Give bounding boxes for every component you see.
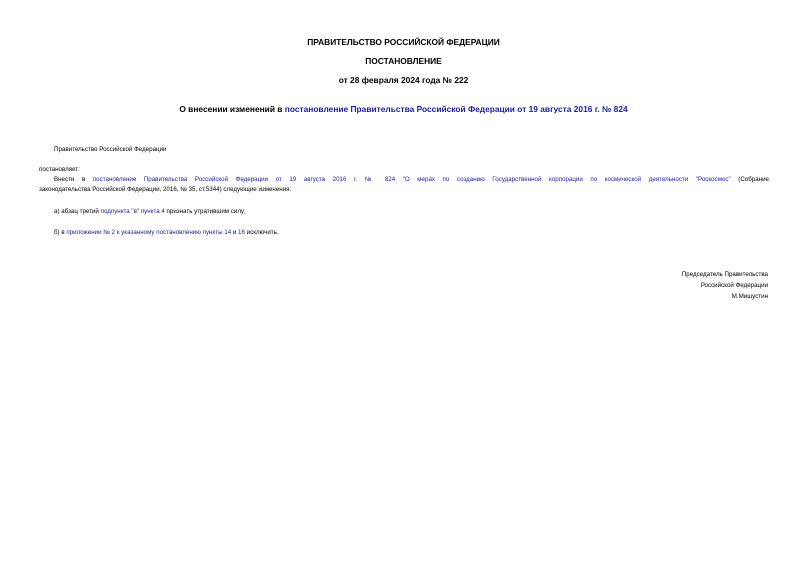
item-a-suffix: признать утратившим силу;: [164, 208, 246, 215]
item-a-prefix: а) абзац третий: [54, 208, 101, 215]
amendment-paragraph: [39, 175, 769, 194]
amended-resolution-link[interactable]: постановление Правительства Российской Федерации от 19 августа 2016 г. № 824 "О мерах по созданию Государственной корпорации по космической деятельности "Роскосмос": [92, 176, 731, 183]
amendment-preposition: в: [81, 176, 86, 183]
subject-prefix: О внесении изменений в: [179, 104, 285, 114]
item-a-subclause-link[interactable]: подпункта "в" пункта 4: [100, 208, 165, 215]
item-b-clause-14-link[interactable]: пункты 14: [202, 229, 232, 236]
item-b-suffix: исключить.: [244, 229, 279, 236]
signature-title: Председатель Правительства: [681, 271, 768, 278]
subject-amended-act-link[interactable]: постановление Правительства Российской Федерации от 19 августа 2016 г. № 824: [284, 104, 628, 114]
item-b: [54, 228, 279, 238]
item-b-clause-16-link[interactable]: 16: [238, 229, 245, 236]
signature-block: [682, 269, 768, 302]
item-b-prefix: б) в: [54, 229, 67, 236]
amendment-paragraph-line2: законодательства Российской Федерации, 2016, № 35, ст.5344) следующие изменения:: [39, 185, 292, 193]
item-a: [54, 207, 246, 217]
document-subject: [0, 104, 807, 114]
item-b-mid2: и: [231, 229, 239, 236]
amendment-verb: Внести: [54, 176, 75, 183]
signature-name: М.Мишустин: [731, 293, 768, 300]
issuer-text: Правительство Российской Федерации: [54, 146, 167, 153]
document-type-heading: ПОСТАНОВЛЕНИЕ: [365, 56, 442, 66]
resolves-text: постановляет:: [39, 166, 80, 173]
signature-organization: Российской Федерации: [700, 282, 768, 289]
amendment-paragraph-line1: [39, 175, 769, 185]
document-date-number: от 28 февраля 2024 года № 222: [338, 75, 469, 85]
government-heading: ПРАВИТЕЛЬСТВО РОССИЙСКОЙ ФЕДЕРАЦИИ: [307, 37, 500, 47]
item-b-appendix-link[interactable]: приложении № 2 к указанному постановлению: [66, 229, 201, 236]
amendment-source-open: (Собрание: [738, 176, 769, 183]
